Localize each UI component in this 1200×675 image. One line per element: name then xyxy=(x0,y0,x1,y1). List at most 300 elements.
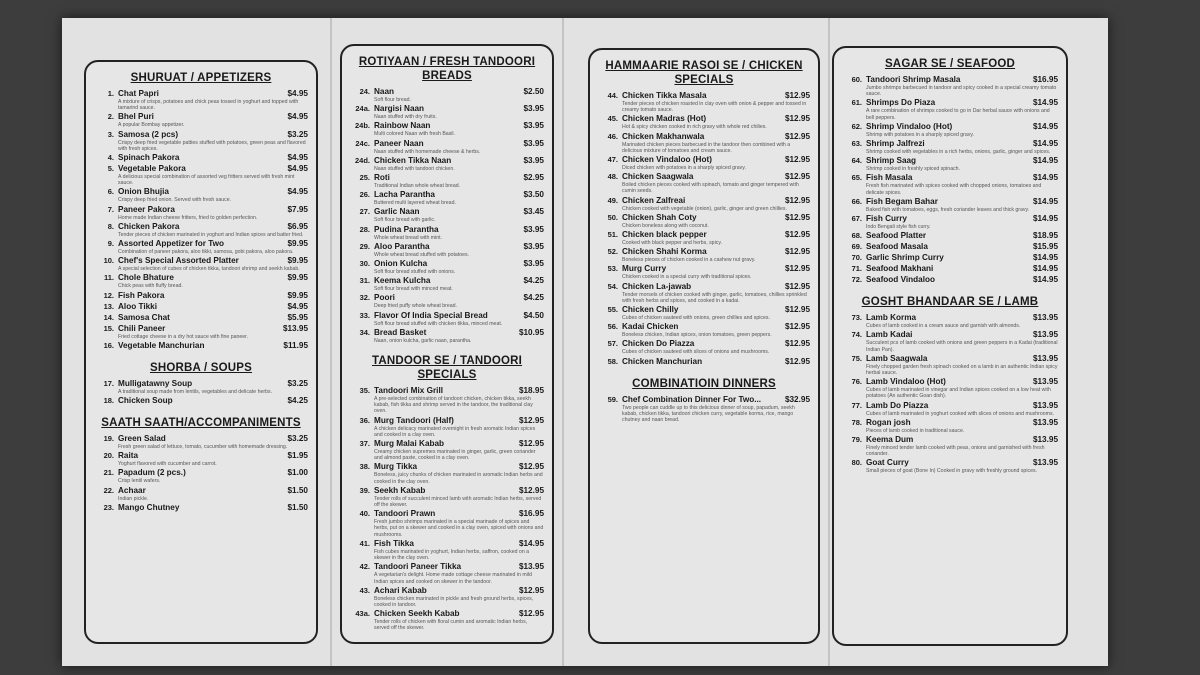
menu-item-row xyxy=(842,458,1058,468)
menu-item xyxy=(598,155,810,171)
item-name: Papadum (2 pcs.) xyxy=(118,468,186,478)
item-name: Mulligatawny Soup xyxy=(118,378,193,388)
item-number: 61. xyxy=(851,98,862,108)
item-price: $13.95 xyxy=(518,562,544,572)
item-price: $14.95 xyxy=(1032,98,1058,108)
item-price: $4.95 xyxy=(287,301,308,311)
item-price: $12.95 xyxy=(784,305,810,315)
item-name: Lamb Vindaloo (Hot) xyxy=(866,377,946,387)
menu-item-row xyxy=(94,291,308,301)
item-number: 4. xyxy=(107,153,114,163)
item-number: 71. xyxy=(851,264,862,274)
menu-item xyxy=(350,311,544,327)
menu-item xyxy=(94,313,308,323)
item-description: Soft flour bread stuffed with onions. xyxy=(374,269,456,276)
menu-item xyxy=(598,114,810,130)
item-description: A delicious special combination of assorted veg fritters served with fresh mint sauce. xyxy=(118,174,295,187)
menu-item-row xyxy=(842,242,1058,252)
item-price: $4.25 xyxy=(523,293,544,303)
menu-item-row xyxy=(842,98,1058,108)
item-name: Onion Bhujia xyxy=(118,187,169,197)
item-price: $13.95 xyxy=(1032,313,1058,323)
item-price: $12.95 xyxy=(784,230,810,240)
item-price: $13.95 xyxy=(1032,400,1058,410)
menu-item xyxy=(350,242,544,258)
item-number: 30. xyxy=(359,259,370,269)
menu-item-row xyxy=(94,396,308,406)
item-price: $4.95 xyxy=(287,164,308,174)
item-number: 14. xyxy=(103,312,114,322)
item-number: 70. xyxy=(851,253,862,263)
menu-item-row xyxy=(94,324,308,334)
menu-item-row xyxy=(842,377,1058,387)
menu-item-row xyxy=(94,313,308,323)
item-number: 15. xyxy=(103,323,114,333)
item-number: 36. xyxy=(359,415,370,425)
item-description: Home made Indian cheese fritters, fried to golden perfection. xyxy=(118,214,258,221)
item-description: Fresh fish marinated with spices cooked with chopped onions, tomatoes and delicate spices. xyxy=(866,183,1042,196)
item-price: $12.95 xyxy=(784,114,810,124)
item-name: Aloo Tikki xyxy=(118,301,157,311)
menu-item-row xyxy=(350,190,544,200)
item-name: Chicken Seekh Kabab xyxy=(374,609,460,619)
item-price: $3.25 xyxy=(287,378,308,388)
menu-item-row xyxy=(350,586,544,596)
item-price: $1.00 xyxy=(287,468,308,478)
menu-item-row xyxy=(350,242,544,252)
item-number: 48. xyxy=(607,172,618,182)
item-description: Soft flour bread with garlic. xyxy=(374,217,436,224)
menu-item xyxy=(598,357,810,367)
item-number: 16. xyxy=(103,340,114,350)
item-name: Fish Begam Bahar xyxy=(866,196,938,206)
menu-item xyxy=(94,468,308,484)
item-description: Naan stuffed with tandoori chicken. xyxy=(374,165,455,172)
menu-item-row xyxy=(842,264,1058,274)
item-description: Fresh jumbo shrimps marinated in a special marinade of spices and herbs, put on a skewer and cooked in a clay oven, spiced with onions and mushrooms. xyxy=(374,519,544,538)
item-number: 31. xyxy=(359,276,370,286)
item-description: A mixture of crisps, potatoes and chick peas tossed in yoghurt and topped with tamarind sauce. xyxy=(118,99,299,112)
item-number: 25. xyxy=(359,173,370,183)
menu-item xyxy=(598,282,810,304)
section-title: TANDOOR SE / TANDOORI SPECIALS xyxy=(371,355,523,382)
item-price: $12.95 xyxy=(784,356,810,366)
item-price: $12.95 xyxy=(784,247,810,257)
item-name: Seafood Platter xyxy=(866,231,927,241)
item-price: $9.95 xyxy=(287,290,308,300)
item-price: $4.25 xyxy=(523,276,544,286)
item-number: 21. xyxy=(103,468,114,478)
item-description: Fresh green salad of lettuce, tomato, cucumber with homemade dressing. xyxy=(118,444,288,451)
item-description: A rare combination of shrimps cooked to go in Dar herbal sauce with onions and bell peppers. xyxy=(866,108,1050,121)
item-name: Aloo Parantha xyxy=(374,241,430,251)
menu-item-row xyxy=(350,139,544,149)
item-price: $3.45 xyxy=(523,207,544,217)
item-price: $1.50 xyxy=(287,485,308,495)
item-number: 13. xyxy=(103,301,114,311)
menu-item-row xyxy=(94,273,308,283)
item-number: 7. xyxy=(107,204,114,214)
item-number: 33. xyxy=(359,310,370,320)
item-number: 54. xyxy=(607,281,618,291)
item-number: 22. xyxy=(103,485,114,495)
item-price: $3.95 xyxy=(523,259,544,269)
item-price: $12.95 xyxy=(784,322,810,332)
menu-item xyxy=(94,379,308,395)
item-number: 19. xyxy=(103,434,114,444)
item-number: 17. xyxy=(103,378,114,388)
item-name: Flavor Of India Special Bread xyxy=(374,310,488,320)
menu-item-row xyxy=(350,562,544,572)
menu-item-row xyxy=(842,231,1058,241)
section-gap xyxy=(94,407,308,413)
item-number: 24d. xyxy=(354,155,370,165)
item-name: Fish Tikka xyxy=(374,538,414,548)
item-description: Crispy deep fried vegetable patties stuffed with potatoes, green peas and flavored with fresh spices. xyxy=(118,139,306,152)
section-title: ROTIYAAN / FRESH TANDOORI BREADS xyxy=(358,56,536,82)
item-price: $12.95 xyxy=(518,485,544,495)
menu-item xyxy=(350,293,544,309)
item-description: Deep fried puffy whole wheat bread. xyxy=(374,303,457,310)
menu-item xyxy=(842,197,1058,213)
item-description: Soft flour bread. xyxy=(374,97,411,103)
item-price: $14.95 xyxy=(1032,156,1058,166)
item-description: Crisp lentil wafers. xyxy=(118,478,161,485)
item-name: Chef Combination Dinner For Two... xyxy=(622,394,762,404)
menu-item-row xyxy=(842,197,1058,207)
item-name: Lamb Korma xyxy=(866,313,917,323)
item-name: Paneer Pakora xyxy=(118,204,175,214)
item-name: Keema Kulcha xyxy=(374,276,431,286)
item-name: Chicken Tikka Masala xyxy=(622,91,707,100)
menu-item-row xyxy=(842,139,1058,149)
item-price: $12.95 xyxy=(784,91,810,100)
item-name: Poori xyxy=(374,293,395,303)
item-description: Boneless, juicy chunks of chicken marinated in aromatic Indian herbs and cooked in the clay oven. xyxy=(374,472,543,485)
item-number: 38. xyxy=(359,462,370,472)
item-number: 78. xyxy=(851,417,862,427)
item-price: $12.95 xyxy=(518,609,544,619)
menu-item xyxy=(842,354,1058,376)
item-number: 39. xyxy=(359,485,370,495)
menu-item xyxy=(350,259,544,275)
menu-item xyxy=(94,89,308,111)
item-number: 64. xyxy=(851,156,862,166)
item-number: 56. xyxy=(607,322,618,332)
item-number: 37. xyxy=(359,439,370,449)
item-name: Bhel Puri xyxy=(118,112,154,122)
item-number: 28. xyxy=(359,224,370,234)
menu-item xyxy=(842,122,1058,138)
item-price: $7.95 xyxy=(287,204,308,214)
item-name: Onion Kulcha xyxy=(374,259,428,269)
menu-item-row xyxy=(598,155,810,165)
item-number: 20. xyxy=(103,451,114,461)
menu-item xyxy=(94,341,308,351)
item-price: $10.95 xyxy=(518,327,544,337)
menu-item xyxy=(350,539,544,561)
item-price: $2.50 xyxy=(523,87,544,96)
item-price: $12.95 xyxy=(784,155,810,165)
item-price: $3.25 xyxy=(287,434,308,444)
menu-item-row xyxy=(842,401,1058,411)
menu-item-row xyxy=(350,259,544,269)
item-name: Chicken Shahi Korma xyxy=(622,247,707,257)
item-number: 29. xyxy=(359,241,370,251)
menu-item-row xyxy=(598,264,810,274)
item-price: $12.95 xyxy=(784,281,810,291)
item-description: Whole wheat bread stuffed with potatoes. xyxy=(374,251,470,258)
menu-item-row xyxy=(842,214,1058,224)
item-price: $9.95 xyxy=(287,239,308,249)
item-name: Seafood Masala xyxy=(866,242,928,252)
menu-item xyxy=(598,172,810,194)
menu-item-row xyxy=(94,164,308,174)
menu-item xyxy=(842,75,1058,97)
item-description: Buttered multi layered wheat bread. xyxy=(374,200,456,207)
menu-item xyxy=(598,247,810,263)
section-title: SAGAR SE / SEAFOOD xyxy=(884,58,1016,70)
item-price: $3.25 xyxy=(287,129,308,139)
menu-panel-seafood-lamb xyxy=(832,46,1068,646)
item-number: 27. xyxy=(359,207,370,217)
item-number: 5. xyxy=(107,164,114,174)
item-number: 44. xyxy=(607,91,618,100)
item-name: Fish Curry xyxy=(866,214,907,224)
item-number: 58. xyxy=(607,356,618,366)
item-number: 24c. xyxy=(355,138,370,148)
menu-item xyxy=(842,253,1058,263)
item-name: Bread Basket xyxy=(374,327,427,337)
menu-item-row xyxy=(94,187,308,197)
item-number: 12. xyxy=(103,290,114,300)
menu-item xyxy=(350,439,544,461)
item-number: 41. xyxy=(359,538,370,548)
menu-item xyxy=(94,503,308,513)
item-description: Soft flour bread stuffed with chicken tikka, minced meat. xyxy=(374,320,503,327)
item-name: Garlic Shrimp Curry xyxy=(866,253,944,263)
item-description: Soft flour bread with minced meat. xyxy=(374,286,453,293)
item-number: 60. xyxy=(851,75,862,84)
item-description: Finely minced tender lamb cooked with peas, onions and garnished with fresh coriander. xyxy=(866,445,1045,458)
item-name: Keema Dum xyxy=(866,435,914,445)
menu-item xyxy=(598,230,810,246)
item-description: Shrimp cooked in freshly spiced spinach. xyxy=(866,166,960,173)
section-title: COMBINATIOIN DINNERS xyxy=(632,377,776,390)
item-description: A pre-selected combination of tandoori chicken, chicken tikka, seekh kabab, fish tikka and shrimp served in the tandoor, the traditional clay oven. xyxy=(374,396,533,415)
menu-item-row xyxy=(94,89,308,99)
item-description: Chick peas with fluffy bread. xyxy=(118,283,183,290)
menu-item xyxy=(842,275,1058,285)
item-price: $3.95 xyxy=(523,241,544,251)
item-name: Chicken Madras (Hot) xyxy=(622,114,707,124)
item-number: 2. xyxy=(107,112,114,122)
item-name: Tandoori Shrimp Masala xyxy=(866,75,961,84)
item-number: 69. xyxy=(851,242,862,252)
item-price: $12.95 xyxy=(784,212,810,222)
item-name: Seafood Makhani xyxy=(866,264,934,274)
menu-item-row xyxy=(598,357,810,367)
item-description: Marinated chicken pieces barbecued in the tandoor then combined with a delicious mixture of tomatoes and cream sauce. xyxy=(622,141,791,154)
item-number: 76. xyxy=(851,377,862,387)
item-description: Creamy chicken supremes marinated in ginger, garlic, green coriander and almond paste, cooked in a clay oven. xyxy=(374,449,536,462)
item-number: 65. xyxy=(851,173,862,183)
item-price: $3.95 xyxy=(523,224,544,234)
menu-item-row xyxy=(94,341,308,351)
item-name: Lacha Parantha xyxy=(374,190,435,200)
menu-item-row xyxy=(350,104,544,114)
menu-item-row xyxy=(94,239,308,249)
menu-item-row xyxy=(842,173,1058,183)
menu-item-row xyxy=(94,434,308,444)
item-price: $14.95 xyxy=(1032,196,1058,206)
item-description: Shrimp cooked with vegetables in a rich herbs, onions, garlic, ginger and spices. xyxy=(866,149,1051,156)
item-description: Boneless pieces of chicken cooked in a cashew nut gravy. xyxy=(622,257,756,264)
menu-item xyxy=(350,156,544,172)
menu-item-row xyxy=(598,196,810,206)
menu-item-row xyxy=(598,322,810,332)
item-description: Finely chopped garden fresh spinach cooked on a lamb in an authentic Indian spicy herbal sauce. xyxy=(866,363,1058,377)
section-gap xyxy=(842,286,1058,292)
item-name: Murg Curry xyxy=(622,264,667,274)
menu-item xyxy=(94,302,308,312)
menu-item-row xyxy=(94,503,308,513)
section-title: SAATH SAATH/ACCOMPANIMENTS xyxy=(101,417,301,430)
item-number: 68. xyxy=(851,231,862,241)
section-title: HAMMAARIE RASOI SE / CHICKEN SPECIALS xyxy=(605,60,803,86)
menu-item-row xyxy=(598,230,810,240)
item-name: Chat Papri xyxy=(118,89,159,98)
menu-item-row xyxy=(350,121,544,131)
menu-item xyxy=(842,435,1058,457)
menu-item xyxy=(842,377,1058,399)
menu-item-row xyxy=(350,207,544,217)
item-description: Pieces of lamb cooked in traditional sauce. xyxy=(866,427,965,434)
section-gap xyxy=(598,368,810,374)
menu-item xyxy=(350,509,544,538)
menu-item xyxy=(350,173,544,189)
item-name: Samosa Chat xyxy=(118,312,170,322)
menu-item xyxy=(94,486,308,502)
item-name: Raita xyxy=(118,451,139,461)
item-number: 72. xyxy=(851,275,862,285)
menu-item-row xyxy=(598,132,810,142)
item-name: Tandoori Mix Grill xyxy=(374,386,443,396)
item-price: $4.50 xyxy=(523,310,544,320)
item-name: Fish Masala xyxy=(866,173,913,183)
item-name: Chicken Vindaloo (Hot) xyxy=(622,155,712,165)
menu-item xyxy=(842,264,1058,274)
item-number: 24a. xyxy=(355,104,370,114)
item-number: 75. xyxy=(851,353,862,363)
menu-item-row xyxy=(350,609,544,619)
item-description: Naan stuffed with dry fruits. xyxy=(374,114,437,121)
item-price: $12.95 xyxy=(784,131,810,141)
item-number: 55. xyxy=(607,305,618,315)
menu-item-row xyxy=(94,112,308,122)
item-number: 80. xyxy=(851,458,862,468)
item-description: Whole wheat bread with mint. xyxy=(374,234,443,241)
item-number: 53. xyxy=(607,264,618,274)
item-name: Shrimp Jalfrezi xyxy=(866,139,925,149)
item-number: 24. xyxy=(359,87,370,96)
item-price: $3.95 xyxy=(523,104,544,114)
section-gap xyxy=(350,345,544,351)
menu-item xyxy=(842,214,1058,230)
menu-item xyxy=(598,196,810,212)
menu-item-row xyxy=(598,91,810,101)
menu-item-row xyxy=(350,539,544,549)
item-number: 74. xyxy=(851,330,862,340)
item-name: Murg Tikka xyxy=(374,462,418,472)
item-description: Baked fish with tomatoes, eggs, fresh coriander leaves and thick gravy. xyxy=(866,206,1030,213)
item-name: Shrimps Do Piaza xyxy=(866,98,936,108)
menu-item-row xyxy=(598,339,810,349)
menu-item xyxy=(598,305,810,321)
menu-item xyxy=(598,213,810,229)
menu-item-row xyxy=(842,75,1058,85)
item-name: Seafood Vindaloo xyxy=(866,275,935,285)
menu-item-row xyxy=(350,416,544,426)
item-name: Shrimp Saag xyxy=(866,156,917,166)
item-number: 18. xyxy=(103,396,114,406)
menu-item xyxy=(842,231,1058,241)
item-description: Tender rolls of chicken with floral cumin and aromatic Indian herbs, served off the skewer. xyxy=(374,619,528,632)
item-price: $3.50 xyxy=(523,190,544,200)
item-number: 59. xyxy=(607,394,618,404)
fold-line xyxy=(330,18,332,666)
item-number: 66. xyxy=(851,196,862,206)
menu-item xyxy=(350,386,544,415)
menu-item xyxy=(350,486,544,508)
item-description: Boneless chicken, Indian spices, onion tomatoes, green peppers. xyxy=(622,332,772,339)
item-description: Naan stuffed with homemade cheese & herbs. xyxy=(374,148,481,155)
menu-item xyxy=(350,190,544,206)
item-number: 9. xyxy=(107,239,114,249)
item-price: $16.95 xyxy=(1032,75,1058,84)
menu-item-row xyxy=(94,222,308,232)
item-description: Boiled chicken pieces cooked with spinach, tomato and ginger tempered with cumin seeds. xyxy=(622,182,799,195)
item-description: Indo Bengali style fish curry. xyxy=(866,224,931,231)
item-number: 35. xyxy=(359,386,370,396)
item-description: Two people can cuddle up to this delicious dinner of soup, papadum, seekh kabab, chicken tikka, tandoori chicken curry, vegetable korma, rice, mango chutney and naan bread. xyxy=(622,404,795,424)
item-price: $1.50 xyxy=(287,502,308,512)
item-name: Roti xyxy=(374,173,390,183)
item-description: Tender pieces of chicken marinated in yoghurt and Indian spices and batter fried. xyxy=(118,231,304,238)
item-name: Mango Chutney xyxy=(118,502,180,512)
item-price: $11.95 xyxy=(283,340,308,350)
menu-item xyxy=(350,87,544,103)
item-price: $9.95 xyxy=(287,273,308,283)
item-description: Chicken cooked in a special curry with traditional spices. xyxy=(622,274,752,281)
item-name: Chicken Tikka Naan xyxy=(374,155,452,165)
item-description: Shrimp with potatoes in a sharply spiced gravy. xyxy=(866,131,975,138)
item-price: $4.95 xyxy=(287,89,308,98)
menu-item xyxy=(94,451,308,467)
menu-item-row xyxy=(350,276,544,286)
item-name: Murg Tandoori (Half) xyxy=(374,415,454,425)
item-price: $14.95 xyxy=(1032,214,1058,224)
menu-item xyxy=(94,187,308,203)
item-description: Cubes of chicken sauteed with onions, green chillies and spices. xyxy=(622,315,770,322)
menu-item xyxy=(598,264,810,280)
item-name: Spinach Pakora xyxy=(118,153,180,163)
menu-item xyxy=(598,132,810,154)
menu-panel-breads-tandoori xyxy=(340,44,554,644)
menu-item xyxy=(94,256,308,272)
menu-item-row xyxy=(350,439,544,449)
item-price: $13.95 xyxy=(1032,353,1058,363)
